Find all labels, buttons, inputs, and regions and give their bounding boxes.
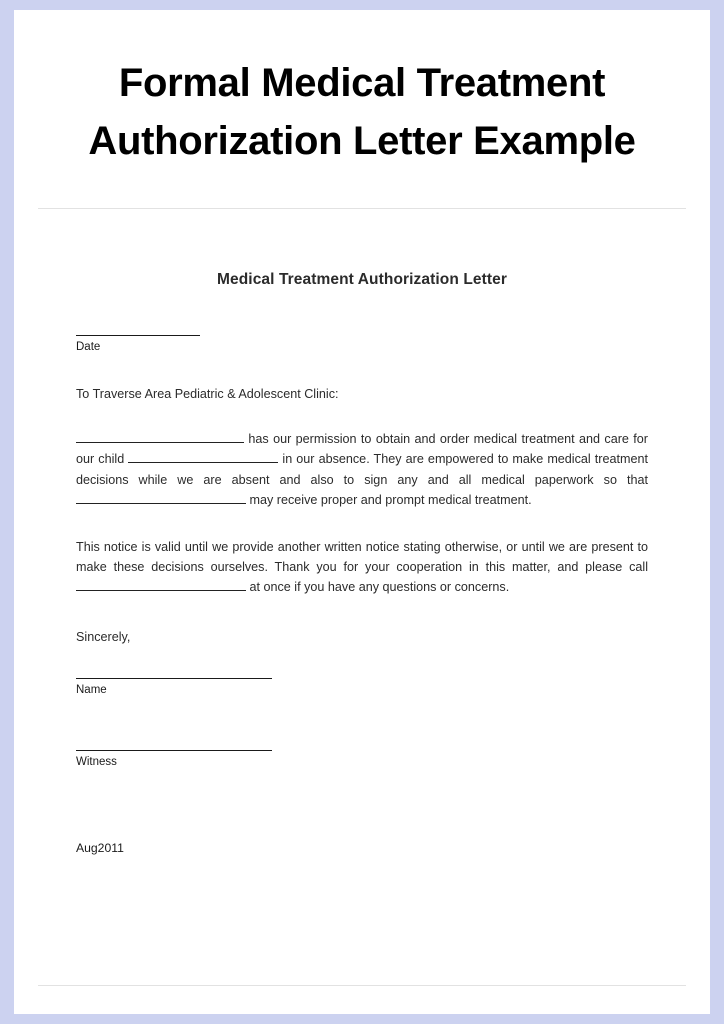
witness-signature-block (76, 750, 648, 770)
name-signature-line (76, 678, 272, 679)
recipient-line: To Traverse Area Pediatric & Adolescent Clinic: (76, 386, 339, 401)
date-blank-line (76, 335, 200, 336)
date-field-block (76, 335, 648, 355)
bottom-divider (38, 985, 686, 986)
child-name-blank (128, 462, 278, 463)
witness-label: Witness (76, 755, 117, 768)
name-signature-block (76, 678, 648, 698)
title-divider (38, 208, 686, 209)
page-title: Formal Medical Treatment Authorization Letter Example (88, 61, 636, 163)
name-label: Name (76, 683, 107, 696)
date-label: Date (76, 341, 101, 353)
document-page (14, 10, 710, 1014)
closing-line: Sincerely, (76, 629, 131, 644)
authorized-person-blank (76, 442, 244, 443)
paragraph-one-part-1: has our permission to obtain and order medical treatment and care for our child (76, 432, 649, 467)
paragraph-two (76, 537, 648, 598)
paragraph-two-part-2: at once if you have any questions or concerns. (249, 580, 510, 595)
phone-number-blank (76, 590, 246, 591)
letter-body (14, 271, 710, 855)
child-name-blank-2 (76, 503, 246, 504)
paragraph-one (76, 429, 648, 511)
letter-title: Medical Treatment Authorization Letter (216, 271, 507, 288)
paragraph-two-part-1: This notice is valid until we provide another written notice stating otherwise, or until we are present to make these decisions ourselves. Thank you for your cooperation in this matter, and please call (76, 539, 648, 574)
paragraph-one-part-2: in our absence. They are empowered to make medical treatment decisions while we are absent and also to sign any and all medical paperwork so that (76, 452, 648, 487)
paragraph-one-part-3: may receive proper and prompt medical treatment. (249, 493, 532, 508)
date-stamp: Aug2011 (76, 841, 124, 856)
witness-signature-line (76, 750, 272, 751)
